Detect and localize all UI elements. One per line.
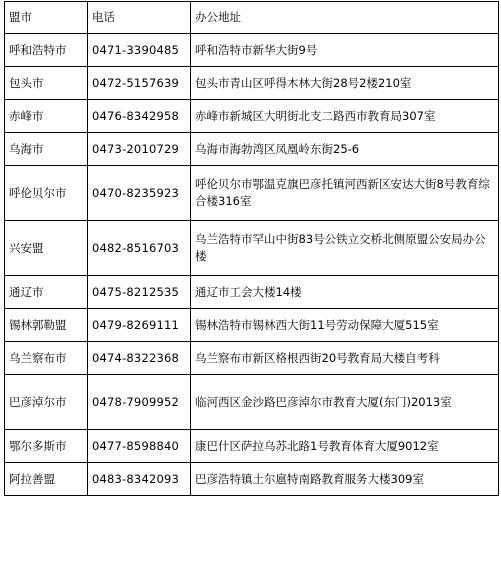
address-cell: 巴彦浩特镇土尔扈特南路教育服务大楼309室 [191, 463, 499, 496]
city-cell: 包头市 [5, 67, 88, 100]
phone-cell: 0479-8269111 [88, 309, 191, 342]
city-cell: 呼伦贝尔市 [5, 166, 88, 221]
table-header-row [5, 2, 499, 34]
table-row [5, 309, 499, 342]
table-row [5, 375, 499, 430]
address-cell: 赤峰市新城区大明街北支二路西市教育局307室 [191, 100, 499, 133]
address-cell: 通辽市工会大楼14楼 [191, 276, 499, 309]
table-row [5, 463, 499, 496]
address-cell: 包头市青山区呼得木林大街28号2楼210室 [191, 67, 499, 100]
address-cell: 康巴什区萨拉乌苏北路1号教育体育大厦9012室 [191, 430, 499, 463]
address-cell: 呼和浩特市新华大街9号 [191, 34, 499, 67]
table-row [5, 34, 499, 67]
table-row [5, 133, 499, 166]
table-row [5, 166, 499, 221]
phone-cell: 0472-5157639 [88, 67, 191, 100]
address-cell: 乌兰察布市新区格根西街20号教育局大楼自考科 [191, 342, 499, 375]
city-cell: 呼和浩特市 [5, 34, 88, 67]
address-cell: 呼伦贝尔市鄂温克旗巴彦托镇河西新区安达大街8号教育综合楼316室 [191, 166, 499, 221]
header-phone: 电话 [88, 2, 191, 34]
address-cell: 乌海市海勃湾区凤凰岭东街25-6 [191, 133, 499, 166]
city-cell: 赤峰市 [5, 100, 88, 133]
table-row [5, 430, 499, 463]
city-cell: 鄂尔多斯市 [5, 430, 88, 463]
header-address: 办公地址 [191, 2, 499, 34]
phone-cell: 0477-8598840 [88, 430, 191, 463]
phone-cell: 0470-8235923 [88, 166, 191, 221]
city-cell: 乌海市 [5, 133, 88, 166]
phone-cell: 0482-8516703 [88, 221, 191, 276]
address-cell: 乌兰浩特市罕山中街83号公铁立交桥北侧原盟公安局办公楼 [191, 221, 499, 276]
city-cell: 通辽市 [5, 276, 88, 309]
phone-cell: 0471-3390485 [88, 34, 191, 67]
city-cell: 阿拉善盟 [5, 463, 88, 496]
table-row [5, 221, 499, 276]
phone-cell: 0474-8322368 [88, 342, 191, 375]
table-row [5, 276, 499, 309]
address-cell: 锡林浩特市锡林西大街11号劳动保障大厦515室 [191, 309, 499, 342]
contact-table [4, 1, 499, 496]
city-cell: 锡林郭勒盟 [5, 309, 88, 342]
phone-cell: 0483-8342093 [88, 463, 191, 496]
phone-cell: 0478-7909952 [88, 375, 191, 430]
table-row [5, 100, 499, 133]
city-cell: 巴彦淖尔市 [5, 375, 88, 430]
table-row [5, 67, 499, 100]
table-row [5, 342, 499, 375]
city-cell: 乌兰察布市 [5, 342, 88, 375]
city-cell: 兴安盟 [5, 221, 88, 276]
phone-cell: 0473-2010729 [88, 133, 191, 166]
phone-cell: 0476-8342958 [88, 100, 191, 133]
phone-cell: 0475-8212535 [88, 276, 191, 309]
header-city: 盟市 [5, 2, 88, 34]
address-cell: 临河西区金沙路巴彦淖尔市教育大厦(东门)2013室 [191, 375, 499, 430]
